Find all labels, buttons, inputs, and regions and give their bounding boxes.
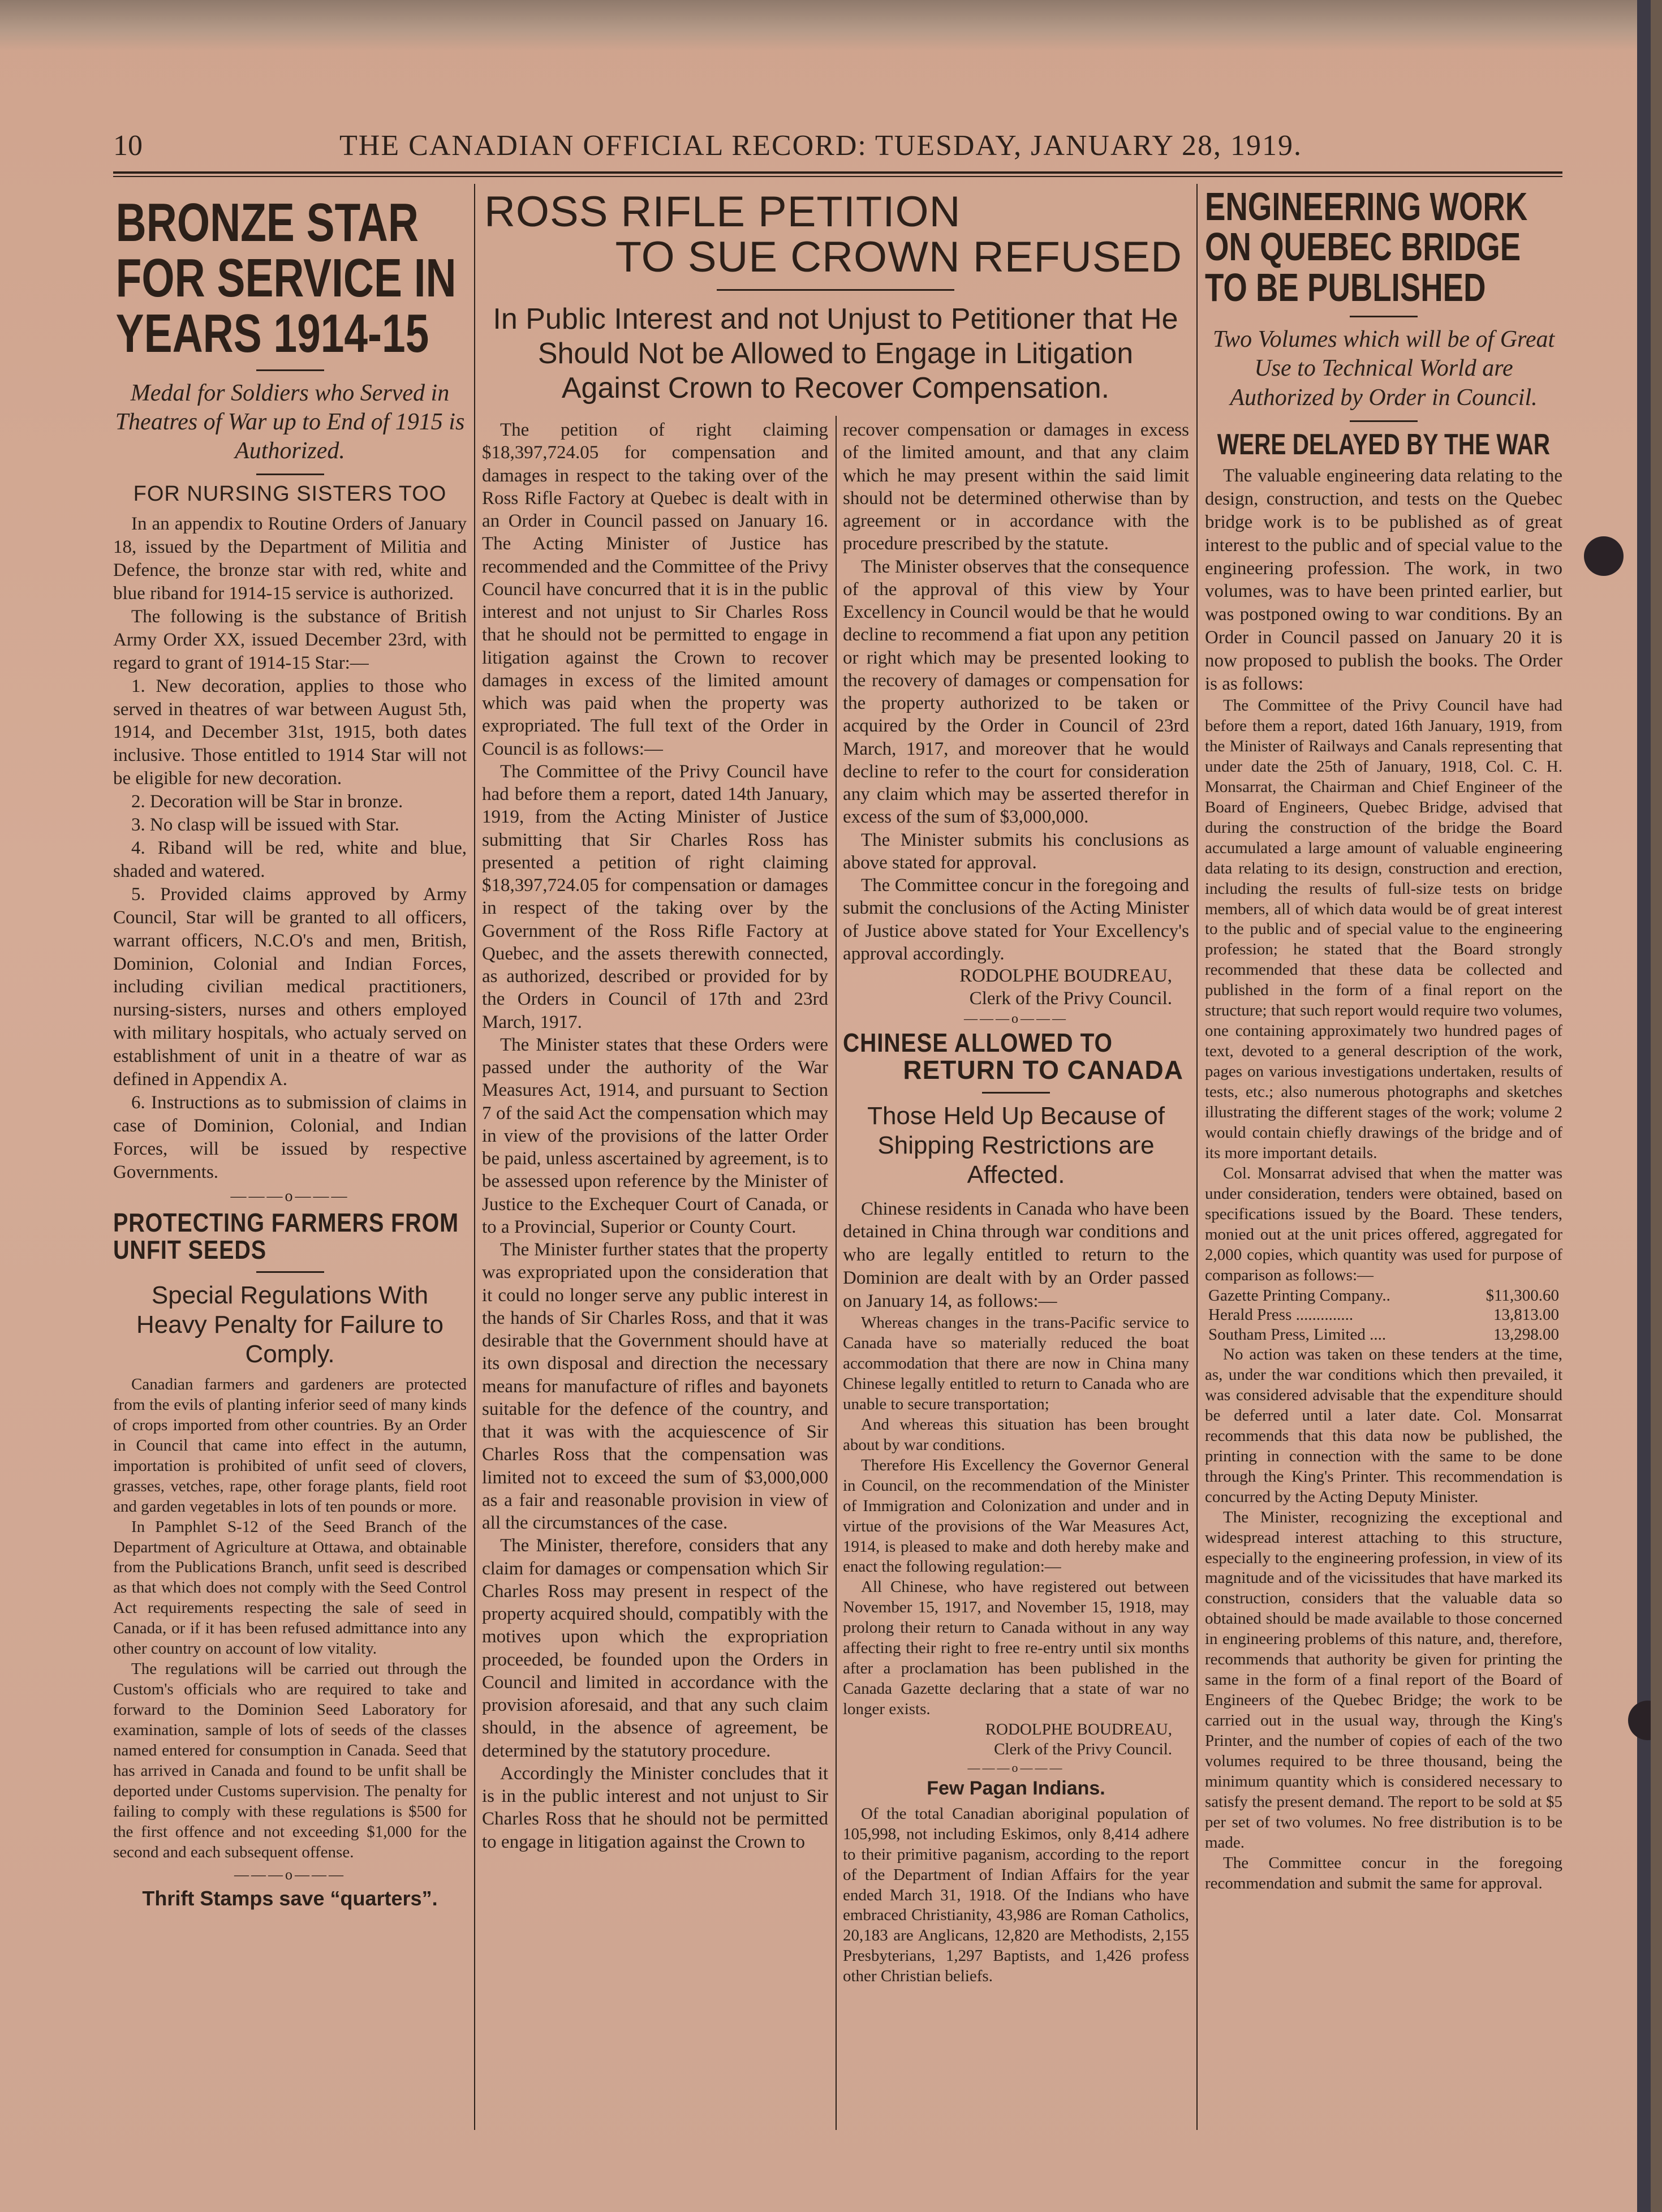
article-body-chinese bbox=[843, 1198, 1189, 1314]
subhead-pagan-indians: Few Pagan Indians. bbox=[927, 1777, 1105, 1799]
paragraph: All Chinese, who have registered out between November 15, 1917, and November 15, 1918, may prolong their return to Canada without in any way affecting their right to free re-entry until six months after a proclamation has been published in the Canada Gazette declaring that a state of war no longer exists. bbox=[843, 1578, 1189, 1719]
headline-separator bbox=[256, 1271, 324, 1273]
deck-separator bbox=[256, 474, 324, 475]
tender-name: Gazette Printing Company.. bbox=[1208, 1286, 1390, 1305]
paragraph: 2. Decoration will be Star in bronze. bbox=[131, 791, 403, 812]
column-ross-rifle-part2 bbox=[843, 419, 1189, 2130]
paragraph: Col. Monsarrat advised that when the matter was under consideration, tenders were obtained, based on specifications issued by the Board. These tenders, monied out at the unit prices offered, aggregated for 2,000 copies, which quantity was used for purpose of comparison as follows:— bbox=[1205, 1164, 1562, 1284]
paragraph: The following is the substance of British Army Order XX, issued December 23rd, with regard to grant of 1914-15 Star:— bbox=[113, 606, 467, 673]
article-body-quebec-bridge bbox=[1205, 464, 1562, 696]
ornament-divider: ———o——— bbox=[964, 1012, 1068, 1027]
deck-protecting-farmers: Special Regulations With Heavy Penalty for Failure to Comply. bbox=[136, 1281, 444, 1368]
article-body-protecting-farmers bbox=[113, 1375, 467, 1863]
deck-quebec-bridge: Two Volumes which will be of Great Use to Technical World are Authorized by Order in Council. bbox=[1212, 326, 1555, 411]
column-divider bbox=[1196, 184, 1198, 2130]
paragraph: And whereas this situation has been brought about by war conditions. bbox=[843, 1415, 1189, 1454]
article-body-bronze-star bbox=[113, 513, 467, 1184]
paragraph: The petition of right claiming $18,397,724.05 for compensation and damages in respect to the taking over of the Ross Rifle Factory at Quebec is dealt with in an Order in Council passed on January 16. The Acting Minister of Justice has recommended and the Committee of the Privy Council have concurred that it is in the public interest and not unjust to Sir Charles Ross that he should not be permitted to engage in litigation against the Crown to recover damages in excess of the limited amount which was paid when the property was expropriated. The full text of the Order in Council is as follows:— bbox=[482, 420, 828, 759]
table-row bbox=[1208, 1325, 1559, 1345]
page-header bbox=[113, 129, 1561, 169]
column-ross-rifle-part1 bbox=[482, 419, 828, 2130]
paragraph: The Committee of the Privy Council have had before them a report, dated 16th January, 1919, from the Minister of Railways and Canals representing that under date the 25th of January, 1918, Col. C. H. Monsarrat, the Chairman and Chief Engineer of the Board of Engineers, Quebec Bridge, advised that during the construction of the bridge the Board accumulated a large amount of valuable engineering data relating to its design, construction and erection, including the results of full-size tests on bridge members, all of which data would be of great interest to the public and of special value to the engineering profession; he stated that the Board strongly recommended that these data be collected and published in the form of a final report on the structure; that such report would require two volumes, one containing approximately two hundred pages of text, devoted to a general description of the work, pages on various investigations undertaken, results of tests, etc.; also numerous photographs and sketches illustrating the different stages of the work; volume 2 would contain chiefly drawings of the bridge and of its more important details. bbox=[1205, 696, 1562, 1162]
order-body-quebec-bridge-continued bbox=[1205, 1345, 1562, 1894]
paragraph: 4. Riband will be red, white and blue, shaded and watered. bbox=[113, 838, 467, 881]
ornament-divider: ———o——— bbox=[234, 1866, 346, 1883]
paragraph: recover compensation or damages in excess of the limited amount, and that any claim which he may present within the said limit should not be determined otherwise than by agreement or in accordance with the procedure prescribed by the statute. bbox=[843, 420, 1189, 554]
paragraph: Of the total Canadian aboriginal population of 105,998, not including Eskimos, only 8,414 adhere to their primitive paganism, according to the report of the Department of Indian Affairs for the year ended March 31, 1918. Of the Indians who have embraced Christianity, 43,986 are Roman Catholics, 20,183 are Anglicans, 12,820 are Methodists, 2,155 Presbyterians, 1,297 Baptists, and 1,426 profess other Christian beliefs. bbox=[843, 1804, 1189, 1986]
header-rule-thin bbox=[113, 176, 1562, 177]
ornament-divider: ———o——— bbox=[230, 1187, 350, 1205]
paragraph: Therefore His Excellency the Governor General in Council, on the recommendation of the Minister of Immigration and Colonization and under and in virtue of the provisions of the War Measures Act, 1914, is pleased to make and doth hereby make and enact the following regulation:— bbox=[843, 1456, 1189, 1576]
column-bronze-star bbox=[113, 195, 467, 2130]
paragraph: 6. Instructions as to submission of claims in case of Dominion, Colonial, and Indian Forces, will be issued by respective Governments. bbox=[113, 1092, 467, 1182]
tender-name: Southam Press, Limited .... bbox=[1208, 1326, 1387, 1344]
headline-ross-rifle-line2: TO SUE CROWN REFUSED bbox=[615, 233, 1182, 281]
paragraph: The Minister, recognizing the exceptional and widespread interest attaching to this structure, especially to the engineering profession, in view of its magnitude and of the vicissitudes that have marked its construction, considers that the valuable data so obtained should be made available to those concerned in engineering problems of this nature, and, therefore, recommends that authority be given for printing the same in the form of a final report of the Board of Engineers of the Quebec Bridge; the work to be carried out in the usual way, through the King's Printer, and the number of copies of each of the two volumes required to be three thousand, being the minimum quantity which is considered necessary to satisfy the present demand. The report to be sold at $5 per set of two volumes. No free distribution is to be made. bbox=[1205, 1508, 1562, 1852]
paragraph: 5. Provided claims approved by Army Council, Star will be granted to all officers, warrant officers, N.C.O's and men, British, Dominion, Colonial and Indian Forces, including civilian medical practitioners, nursing-sisters, nurses and others employed with military hospitals, who actualy served on establishment of unit in a theatre of war as defined in Appendix A. bbox=[113, 884, 467, 1090]
page-top-edge bbox=[0, 0, 1651, 51]
paragraph: Chinese residents in Canada who have been detained in China through war conditions and who are legally entitled to return to the Dominion are dealt with by an Order passed on January 14, as follows:— bbox=[843, 1198, 1189, 1312]
headline-protecting-farmers: PROTECTING FARMERS FROM UNFIT SEEDS bbox=[113, 1207, 459, 1264]
order-body-quebec-bridge bbox=[1205, 696, 1562, 1286]
article-body-ross-rifle bbox=[482, 419, 828, 1853]
deck-chinese: Those Held Up Because of Shipping Restrictions are Affected. bbox=[867, 1101, 1165, 1189]
paragraph: 1. New decoration, applies to those who served in theatres of war between August 5th, 1914, and December 31st, 1915, both dates inclusive. Those entitled to 1914 Star will not be eligible for new decoration. bbox=[113, 675, 467, 789]
punch-hole-top bbox=[1584, 536, 1624, 576]
headline-quebec-bridge: ENGINEERING WORK ON QUEBEC BRIDGE TO BE PUBLISHED bbox=[1205, 187, 1528, 309]
headline-separator bbox=[982, 1092, 1050, 1094]
paragraph: No action was taken on these tenders at the time, as, under the war conditions which then prevailed, it was considered advisable that the expenditure should be deferred until a later date. Col. Monsarrat recommends that this data now be published, the printing in connection with the same to be done through the King's Printer. This recommendation is concurred by the Acting Deputy Minister. bbox=[1205, 1345, 1562, 1506]
paragraph: The Minister observes that the consequence of the approval of this view by Your Excellency in Council would be that he would decline to recommend a fiat upon any petition or right which may be presented looking to the recovery of damages or compensation for the property authorized to be taken or acquired by the Order in Council of 23rd March, 1917, and moreover that he would decline to refer to the court for consideration any claim which may be asserted therefor in excess of the sum of $3,000,000. bbox=[843, 556, 1189, 828]
paragraph: The Minister further states that the property was expropriated upon the consideration that it could no longer serve any public interest in the hands of Sir Charles Ross, and that it was desirable that the Government should have at its own disposal and direction the necessary means for manufacture of rifles and bayonets suitable for the defence of the country, and that it was with the acquiescence of Sir Charles Ross that the compensation was limited not to exceed the sum of $3,000,000 as a fair and reasonable provision in view of all the circumstances of the case. bbox=[482, 1240, 828, 1533]
binding-spine bbox=[1637, 0, 1651, 2212]
signature-block bbox=[843, 965, 1189, 1010]
header-rule bbox=[113, 171, 1562, 174]
tender-amount: $11,300.60 bbox=[1486, 1286, 1559, 1305]
paragraph: The Committee concur in the foregoing recommendation and submit the same for approval. bbox=[1205, 1853, 1562, 1892]
paragraph: In Pamphlet S-12 of the Seed Branch of the Department of Agriculture at Ottawa, and obtainable from the Publications Branch, unfit seed is described as that which does not comply with the Seed Control Act requirements respecting the sale of seed in Canada, or if it has been refused admittance into any other country on account of low vitality. bbox=[113, 1517, 467, 1658]
subhead-nursing-sisters: FOR NURSING SISTERS TOO bbox=[133, 482, 447, 506]
signature-name: RODOLPHE BOUDREAU, bbox=[959, 966, 1172, 986]
tender-amount: 13,298.00 bbox=[1493, 1326, 1559, 1344]
signature-block bbox=[843, 1720, 1189, 1759]
column-divider bbox=[836, 416, 837, 2130]
paragraph: 3. No clasp will be issued with Star. bbox=[131, 815, 399, 836]
article-body-pagan-indians bbox=[843, 1804, 1189, 1987]
signature-title: Clerk of the Privy Council. bbox=[969, 988, 1172, 1009]
column-quebec-bridge bbox=[1205, 187, 1562, 2130]
headline-ross-rifle-line1: ROSS RIFLE PETITION bbox=[484, 190, 961, 236]
paragraph: The Minister, therefore, considers that any claim for damages or compensation which Sir Charles Ross may present in respect of the property acquired should, compatibly with the motives upon which the expropriation proceeded, be founded upon the Orders in Council and limited in accordance with the provision aforesaid, and that any such claim should, in the absence of agreement, be determined by the statutory procedure. bbox=[482, 1535, 828, 1761]
headline-chinese-line2: RETURN TO CANADA bbox=[903, 1055, 1183, 1085]
signature-title: Clerk of the Privy Council. bbox=[994, 1740, 1172, 1758]
order-body-chinese bbox=[843, 1313, 1189, 1720]
thrift-stamps-note: Thrift Stamps save “quarters”. bbox=[142, 1886, 438, 1910]
table-row bbox=[1208, 1286, 1559, 1306]
paragraph: Canadian farmers and gardeners are protected from the evils of planting inferior seed of many kinds of crops imported from other countries. By an Order in Council that came into effect in the autumn, importation is prohibited of unfit seed of clovers, grasses, vetches, rape, other forage plants, field root and garden vegetables in lots of ten pounds or more. bbox=[113, 1375, 467, 1516]
table-row bbox=[1208, 1305, 1559, 1325]
article-body-ross-rifle-continued bbox=[843, 419, 1189, 965]
paragraph: In an appendix to Routine Orders of January 18, issued by the Department of Militia and Defence, the bronze star with red, white and blue riband for 1914-15 service is authorized. bbox=[113, 514, 467, 604]
paragraph: Whereas changes in the trans-Pacific service to Canada have so materially reduced the boat accommodation that there are now in China many Chinese legally entitled to return to Canada who are unable to secure transportation; bbox=[843, 1314, 1189, 1413]
subhead-delayed-by-war: WERE DELAYED BY THE WAR bbox=[1217, 428, 1550, 461]
ross-rifle-headline-block bbox=[482, 190, 1189, 416]
column-divider bbox=[474, 184, 475, 2130]
headline-separator bbox=[717, 289, 954, 291]
punch-hole-bottom bbox=[1628, 1701, 1651, 1740]
deck-separator bbox=[1350, 420, 1418, 422]
headline-separator bbox=[1350, 316, 1418, 317]
headline-chinese-line1: CHINESE ALLOWED TO bbox=[843, 1028, 1113, 1058]
ornament-divider: ———o——— bbox=[967, 1760, 1065, 1775]
headline-bronze-star: BRONZE STAR FOR SERVICE IN YEARS 1914-15 bbox=[115, 195, 457, 364]
page-number: 10 bbox=[113, 130, 143, 162]
tender-name: Herald Press .............. bbox=[1208, 1306, 1354, 1324]
paragraph: The Minister submits his conclusions as above stated for approval. bbox=[843, 829, 1189, 873]
paragraph: The Committee concur in the foregoing and submit the conclusions of the Acting Minister of Justice above stated for Your Excellency's approval accordingly. bbox=[843, 875, 1189, 964]
deck-ross-rifle: In Public Interest and not Unjust to Petitioner that He Should Not be Allowed to Engage in Litigation Against Crown to Recover Compensation. bbox=[493, 302, 1178, 405]
signature-name: RODOLPHE BOUDREAU, bbox=[985, 1720, 1172, 1739]
headline-separator bbox=[256, 369, 324, 371]
paragraph: The Minister states that these Orders were passed under the authority of the War Measures Act, 1914, and pursuant to Section 7 of the said Act the compensation which may in view of the provisions of the latter Order be paid, unless ascertained by agreement, is to be assessed upon reference by the Minister of Justice to the Exchequer Court of Canada, or to a Provincial, Superior or County Court. bbox=[482, 1034, 828, 1237]
paragraph: The Committee of the Privy Council have had before them a report, dated 14th January, 1919, from the Acting Minister of Justice submitting that Sir Charles Ross has presented a petition of right claiming $18,397,724.05 for compensation or damages in respect of the taking over by the Government of the Ross Rifle Factory at Quebec, and the assets therewith connected, as authorized, described or provided for by the Orders in Council of 17th and 23rd March, 1917. bbox=[482, 761, 828, 1032]
tenders-table bbox=[1205, 1286, 1562, 1345]
tender-amount: 13,813.00 bbox=[1493, 1306, 1559, 1324]
paragraph: The valuable engineering data relating to the design, construction, and tests on the Quebec bridge work is to be published as of great interest to the public and of special value to the engineering profession. The work, in two volumes, was to have been printed earlier, but was postponed owing to war conditions. By an Order in Council passed on January 20 it is now proposed to publish the books. The Order is as follows: bbox=[1205, 465, 1562, 695]
paragraph: The regulations will be carried out through the Custom's officials who are required to take and forward to the Dominion Seed Laboratory for examination, sample of lots of seeds of the classes named entered for consumption in Canada. Seed that has arrived in Canada and found to be unfit shall be deported under Customs supervision. The penalty for failing to comply with these regulations is $500 for the first offence and not exceeding $1,000 for the second and each subsequent offense. bbox=[113, 1660, 467, 1861]
newspaper-title: THE CANADIAN OFFICIAL RECORD: TUESDAY, JANUARY 28, 1919. bbox=[339, 130, 1302, 162]
paragraph: Accordingly the Minister concludes that it is in the public interest and not unjust to Sir Charles Ross that he should not be permitted to engage in litigation against the Crown to bbox=[482, 1763, 828, 1852]
deck-bronze-star: Medal for Soldiers who Served in Theatres of War up to End of 1915 is Authorized. bbox=[115, 380, 465, 464]
